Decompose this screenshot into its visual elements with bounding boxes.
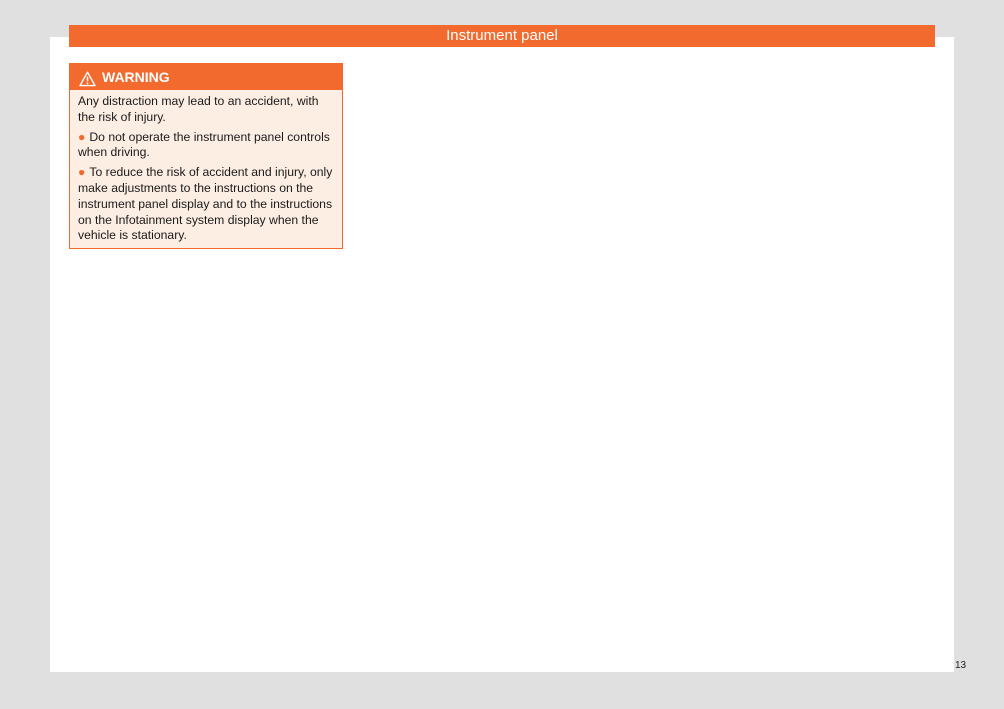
warning-bullet-text: To reduce the risk of accident and injury, only make adjustments to the instructions on the instrument panel display and to the instructions on the Infotainment system display when the vehicle is stationary. (78, 165, 333, 243)
warning-bullet-item (78, 130, 336, 162)
bullet-icon: ● (78, 165, 86, 180)
warning-body (70, 90, 342, 244)
warning-bullet-text: Do not operate the instrument panel controls when driving. (78, 129, 330, 160)
warning-triangle-icon (79, 69, 96, 85)
bullet-icon: ● (78, 129, 86, 144)
page-number: 13 (955, 660, 967, 671)
section-header (69, 25, 935, 47)
section-title: Instrument panel (446, 27, 558, 44)
warning-title: WARNING (102, 69, 170, 85)
warning-intro: Any distraction may lead to an accident, with the risk of injury. (78, 94, 319, 124)
warning-box (69, 63, 343, 249)
warning-bullet-item (78, 165, 336, 244)
warning-header (70, 64, 342, 90)
